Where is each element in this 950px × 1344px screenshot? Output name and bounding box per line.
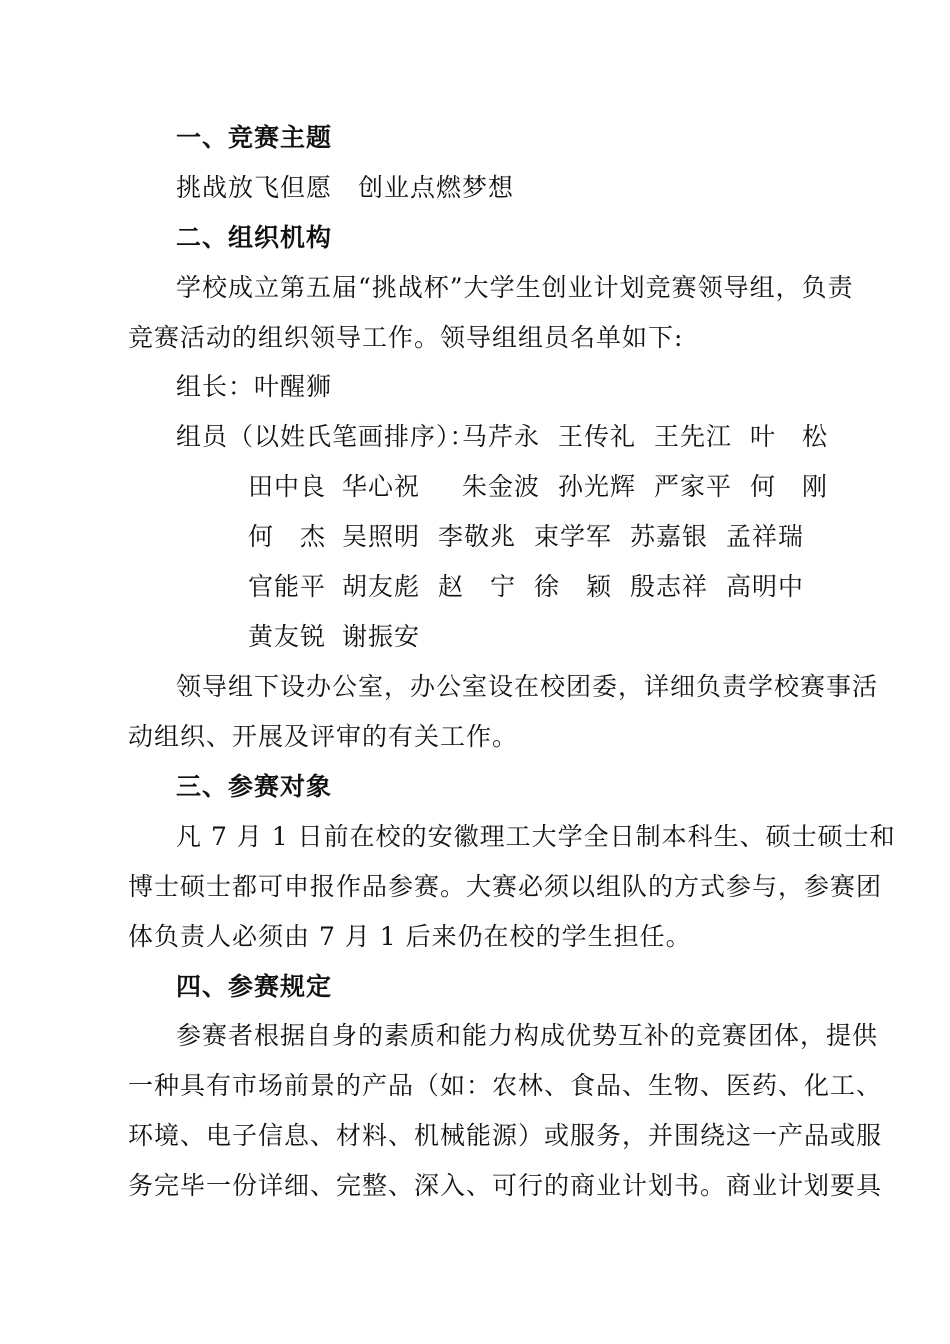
participants-paragraph-line: 凡 7 月 1 日前在校的安徽理工大学全日制本科生、硕士硕士和 (176, 822, 896, 851)
leader-line: 组长：叶醒狮 (176, 372, 333, 401)
member-name: 黄友锐 (248, 622, 327, 651)
member-name: 王先江 (654, 422, 733, 451)
member-name: 胡友彪 (342, 572, 421, 601)
organization-paragraph-line: 竞赛活动的组织领导工作。领导组组员名单如下: (128, 323, 684, 352)
member-name: 孙光辉 (558, 472, 637, 501)
member-name: 束学军 (534, 522, 613, 551)
member-name: 孟祥瑞 (726, 522, 805, 551)
office-paragraph-line: 领导组下设办公室，办公室设在校团委，详细负责学校赛事活 (176, 672, 879, 701)
section-heading-participants: 三、参赛对象 (176, 772, 333, 801)
member-name: 李敬兆 (438, 522, 517, 551)
members-label: 组员（以姓氏笔画排序）： (176, 422, 476, 451)
member-name: 马芹永 (462, 422, 541, 451)
member-name: 何 刚 (750, 472, 829, 501)
organization-paragraph-line: 学校成立第五届“挑战杯”大学生创业计划竞赛领导组，负责 (176, 273, 854, 302)
member-name: 严家平 (654, 472, 733, 501)
member-name: 官能平 (248, 572, 327, 601)
section-heading-rules: 四、参赛规定 (176, 972, 333, 1001)
section-heading-theme: 一、竞赛主题 (176, 123, 333, 152)
rules-paragraph-line: 环境、电子信息、材料、机械能源）或服务，并围绕这一产品或服 (128, 1121, 883, 1150)
member-name: 吴照明 (342, 522, 421, 551)
member-name: 殷志祥 (630, 572, 709, 601)
theme-text: 挑战放飞但愿 创业点燃梦想 (176, 173, 515, 202)
member-name: 赵 宁 (438, 572, 517, 601)
rules-paragraph-line: 一种具有市场前景的产品（如：农林、食品、生物、医药、化工、 (128, 1071, 883, 1100)
member-name: 苏嘉银 (630, 522, 709, 551)
member-name: 朱金波 (462, 472, 541, 501)
member-name: 徐 颖 (534, 572, 613, 601)
rules-paragraph-line: 务完毕一份详细、完整、深入、可行的商业计划书。商业计划要具 (128, 1171, 883, 1200)
participants-paragraph-line: 博士硕士都可申报作品参赛。大赛必须以组队的方式参与，参赛团 (128, 872, 883, 901)
participants-paragraph-line: 体负责人必须由 7 月 1 后来仍在校的学生担任。 (128, 922, 692, 951)
member-name: 田中良 (248, 472, 327, 501)
member-name: 高明中 (726, 572, 805, 601)
member-name: 叶 松 (750, 422, 829, 451)
member-name: 王传礼 (558, 422, 637, 451)
member-name: 华心祝 (342, 472, 421, 501)
rules-paragraph-line: 参赛者根据自身的素质和能力构成优势互补的竞赛团体，提供 (176, 1021, 879, 1050)
section-heading-organization: 二、组织机构 (176, 223, 333, 252)
office-paragraph-line: 动组织、开展及评审的有关工作。 (128, 722, 519, 751)
member-name: 何 杰 (248, 522, 327, 551)
member-name: 谢振安 (342, 622, 421, 651)
